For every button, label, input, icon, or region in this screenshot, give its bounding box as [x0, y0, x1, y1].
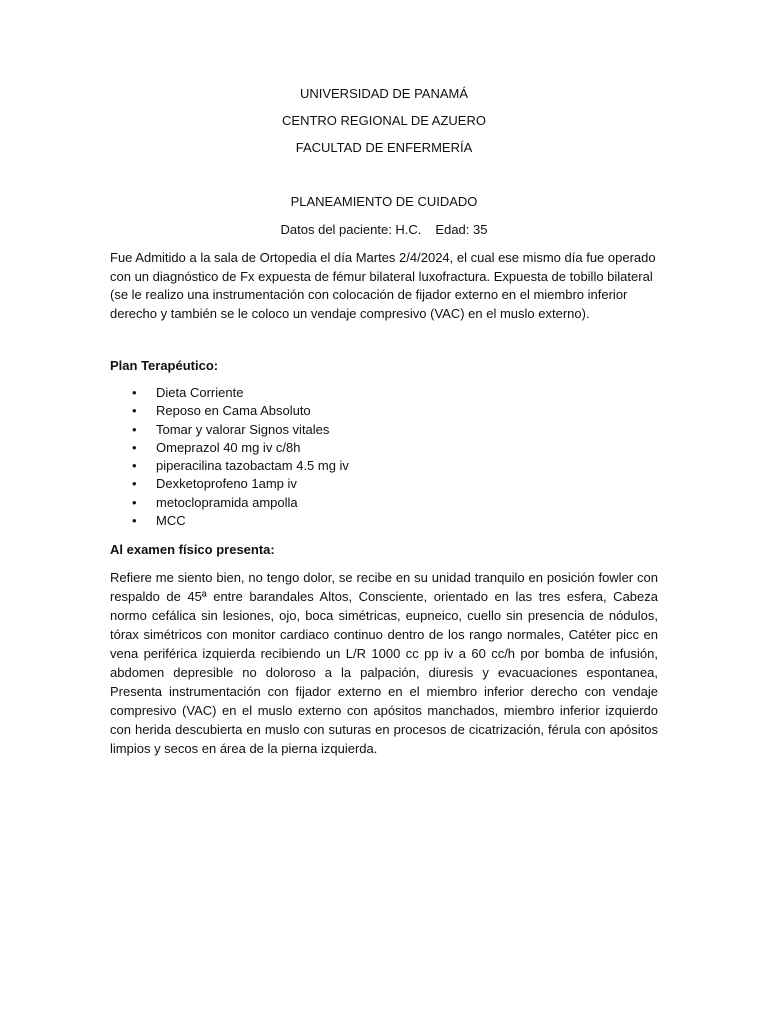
bullet-icon: •: [132, 385, 137, 400]
exam-heading: Al examen físico presenta:: [110, 542, 275, 557]
admission-paragraph: Fue Admitido a la sala de Ortopedia el día Martes 2/4/2024, el cual ese mismo día fue operado con un diagnóstico de Fx expuesta de fémur bilateral luxofractura. Expuesta de tobillo bilateral (se le realizo una instrumentación con colocación de fijador externo en el miembro inferior derecho y también se le coloco un vendaje compresivo (VAC) en el muslo externo).: [110, 250, 656, 321]
bullet-icon: •: [132, 476, 137, 492]
patient-age: Edad: 35: [435, 222, 488, 237]
patient-data-label: Datos del paciente: H.C.: [280, 222, 422, 237]
document-title: PLANEAMIENTO DE CUIDADO: [290, 194, 478, 209]
bullet-icon: •: [132, 421, 137, 437]
plan-list: [110, 384, 658, 530]
university-name: UNIVERSIDAD DE PANAMÁ: [299, 86, 469, 101]
list-item: • Dieta Corriente: [110, 384, 658, 402]
exam-paragraph: Refiere me siento bien, no tengo dolor, se recibe en su unidad tranquilo en posición fowler con respaldo de 45ª entre barandales Altos, Consciente, orientado en las tres esfera, Cabeza normo cefálica sin lesiones, ojo, boca simétricas, eupneico, cuello sin presencia de nódulos, tórax simétricos con monitor cardiaco continuo dentro de los rango normales, Catéter picc en vena periférica izquierda recibiendo un L/R 1000 cc pp iv a 60 cc/h por bomba de infusión, abdomen depresible no doloroso a la palpación, diuresis y evacuaciones espontanea, Presenta instrumentación con fijador externo en el miembro inferior derecho con vendaje compresivo (VAC) en el muslo externo con apósitos manchados, miembro inferior izquierdo con herida descubierta en muslo con suturas en procesos de cicatrización, férula con apósitos limpios y secos en área de la pierna izquierda.: [110, 570, 658, 756]
plan-heading: Plan Terapéutico:: [110, 358, 219, 373]
bullet-icon: •: [132, 458, 137, 474]
list-item: • Dexketoprofeno 1amp iv: [110, 475, 658, 493]
list-item: • metoclopramida ampolla: [110, 494, 658, 512]
list-item: • Omeprazol 40 mg iv c/8h: [110, 439, 658, 457]
bullet-icon: •: [132, 403, 137, 419]
list-item: • piperacilina tazobactam 4.5 mg iv: [110, 457, 658, 475]
regional-center-name: CENTRO REGIONAL DE AZUERO: [282, 113, 486, 128]
list-item: • Reposo en Cama Absoluto: [110, 402, 658, 420]
bullet-icon: •: [132, 494, 137, 510]
bullet-icon: •: [132, 513, 137, 529]
bullet-icon: •: [132, 439, 137, 455]
faculty-name: FACULTAD DE ENFERMERÍA: [295, 140, 473, 155]
patient-data-line: [0, 221, 768, 239]
list-item: • Tomar y valorar Signos vitales: [110, 421, 658, 439]
list-item: • MCC: [110, 512, 658, 530]
